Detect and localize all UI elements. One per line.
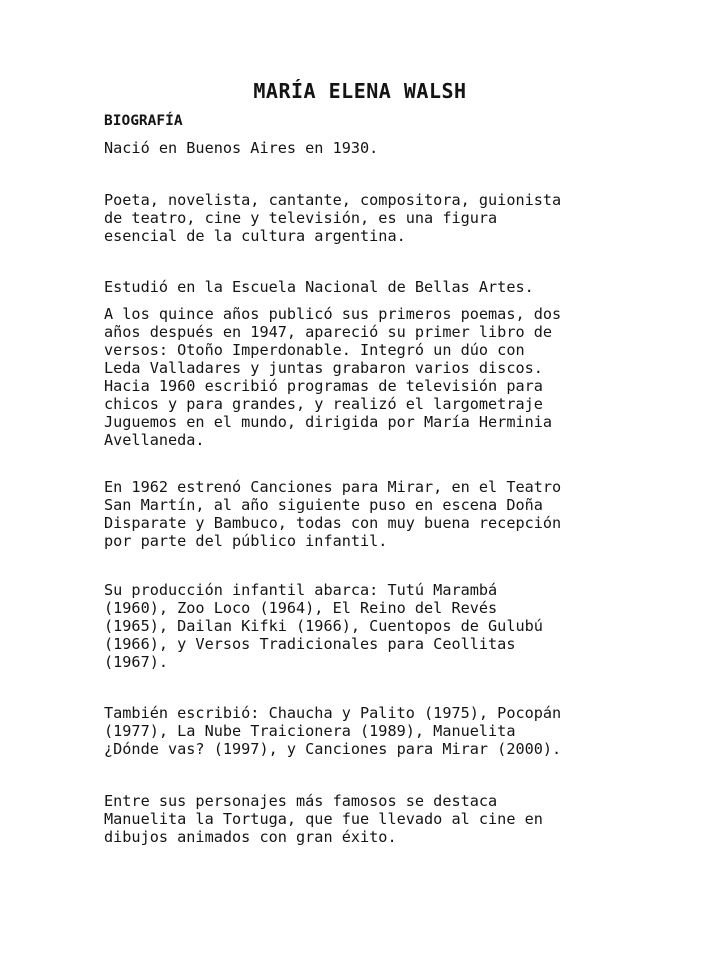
document-title: MARÍA ELENA WALSH (253, 79, 467, 103)
paragraph-profession: Poeta, novelista, cantante, compositora, guionista de teatro, cine y televisión, es una figura esencial de la cultura argentina. (104, 191, 562, 245)
paragraph-children-production: Su producción infantil abarca: Tutú Marambá (1960), Zoo Loco (1964), El Reino del Revés (1965), Dailan Kifki (1966), Cuentopos de Gulubú (1966), y Versos Tradicionales para Ceollitas (1967). (104, 581, 543, 671)
paragraph-1962: En 1962 estrenó Canciones para Mirar, en el Teatro San Martín, al año siguiente puso en escena Doña Disparate y Bambuco, todas con muy buena recepción por parte del público infantil. (104, 478, 562, 550)
paragraph-education: Estudió en la Escuela Nacional de Bellas Artes. (104, 278, 534, 296)
paragraph-other-works: También escribió: Chaucha y Palito (1975), Pocopán (1977), La Nube Traicionera (1989), Manuelita ¿Dónde vas? (1997), y Canciones para Mirar (2000). (104, 704, 562, 758)
section-heading: BIOGRAFÍA (104, 113, 183, 129)
paragraph-characters: Entre sus personajes más famosos se destaca Manuelita la Tortuga, que fue llevado al cine en dibujos animados con gran éxito. (104, 792, 543, 846)
paragraph-birth: Nació en Buenos Aires en 1930. (104, 139, 379, 157)
paragraph-early-career: A los quince años publicó sus primeros poemas, dos años después en 1947, apareció su primer libro de versos: Otoño Imperdonable. Integró un dúo con Leda Valladares y juntas grabaron varios discos. Hacia 1960 escribió programas de televisión para chicos y para grandes, y realizó el largometraje Juguemos en el mundo, dirigida por María Herminia Avellaneda. (104, 305, 562, 449)
